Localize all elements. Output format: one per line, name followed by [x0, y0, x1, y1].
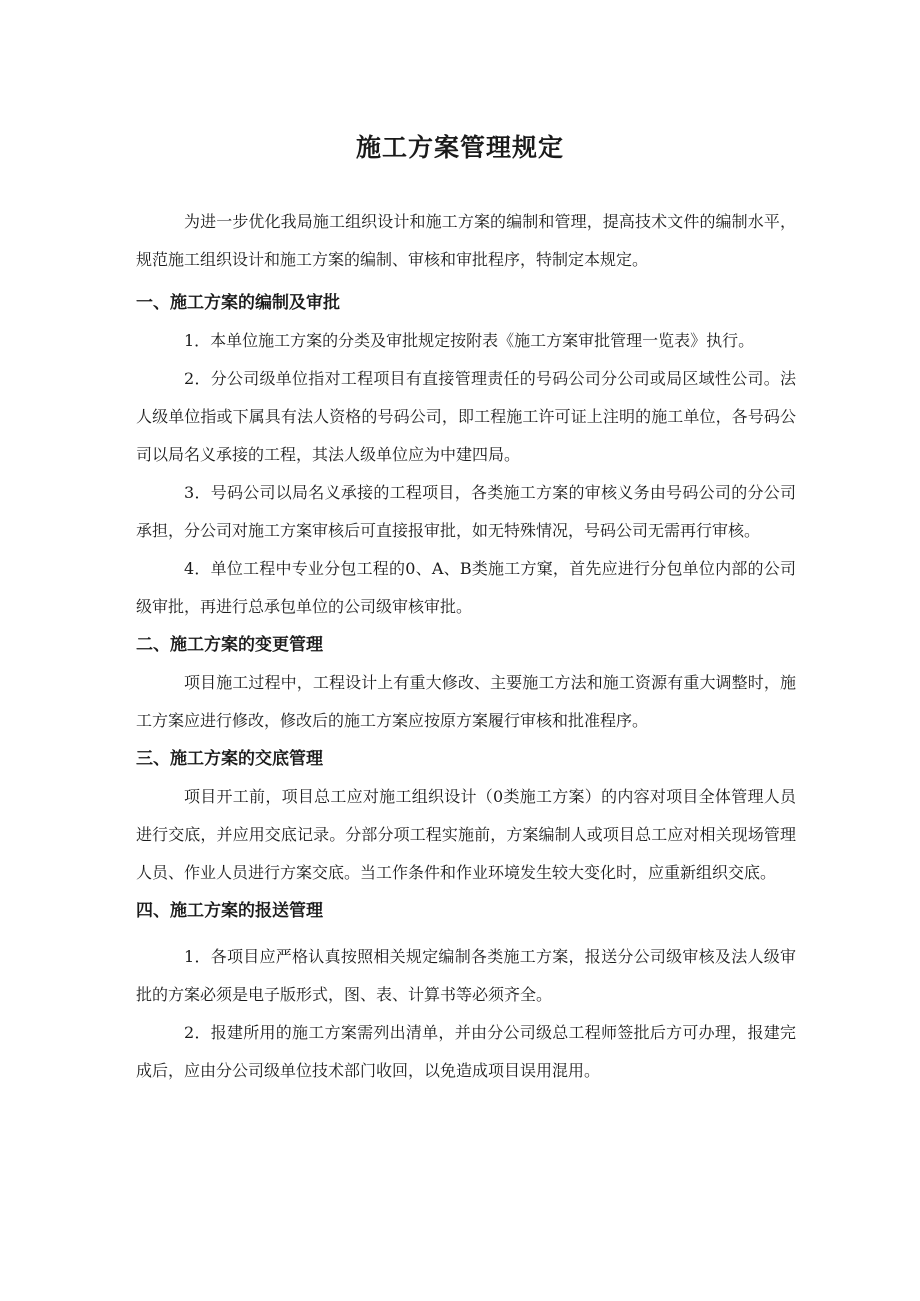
section-submission-management — [136, 892, 796, 1090]
document-title: 施工方案管理规定 — [355, 133, 564, 162]
section-paragraph: 项目施工过程中，工程设计上有重大修改、主要施工方法和施工资源有重大调整时，施工方案应进行修改，修改后的施工方案应按原方案履行审核和批准程序。 — [136, 673, 796, 730]
document-body — [136, 203, 796, 1090]
section-paragraph: 2．分公司级单位指对工程项目有直接管理责任的号码公司分公司或局区域性公司。法人级单位指或下属具有法人资格的号码公司，即工程施工许可证上注明的施工单位，各号码公司以局名义承接的工程，其法人级单位应为中建四局。 — [136, 369, 796, 464]
section-paragraph: 2．报建所用的施工方案需列出清单，并由分公司级总工程师签批后方可办理，报建完成后，应由分公司级单位技术部门收回，以免造成项目误用混用。 — [136, 1023, 796, 1080]
section-heading: 二、施工方案的变更管理 — [136, 635, 323, 655]
section-briefing-management — [136, 740, 796, 892]
section-paragraph: 项目开工前，项目总工应对施工组织设计（0类施工方案）的内容对项目全体管理人员进行交底，并应用交底记录。分部分项工程实施前，方案编制人或项目总工应对相关现场管理人员、作业人员进行方案交底。当工作条件和作业环境发生较大变化时，应重新组织交底。 — [136, 787, 796, 882]
section-change-management — [136, 626, 796, 740]
section-paragraph: 1．各项目应严格认真按照相关规定编制各类施工方案，报送分公司级审核及法人级审批的方案必须是电子版形式，图、表、计算书等必须齐全。 — [136, 947, 796, 1004]
section-compilation-approval — [136, 284, 796, 626]
section-paragraph: 3．号码公司以局名义承接的工程项目，各类施工方案的审核义务由号码公司的分公司承担，分公司对施工方案审核后可直接报审批，如无特殊情况，号码公司无需再行审核。 — [136, 483, 796, 540]
section-heading: 四、施工方案的报送管理 — [136, 901, 323, 921]
intro-paragraph: 为进一步优化我局施工组织设计和施工方案的编制和管理，提高技术文件的编制水平，规范施工组织设计和施工方案的编制、审核和审批程序，特制定本规定。 — [136, 212, 796, 269]
section-heading: 一、施工方案的编制及审批 — [136, 293, 340, 313]
section-heading: 三、施工方案的交底管理 — [136, 749, 323, 769]
section-paragraph: 1．本单位施工方案的分类及审批规定按附表《施工方案审批管理一览表》执行。 — [184, 331, 755, 350]
section-paragraph: 4．单位工程中专业分包工程的0、A、B类施工方窠，首先应进行分包单位内部的公司级审批，再进行总承包单位的公司级审核审批。 — [136, 559, 796, 616]
